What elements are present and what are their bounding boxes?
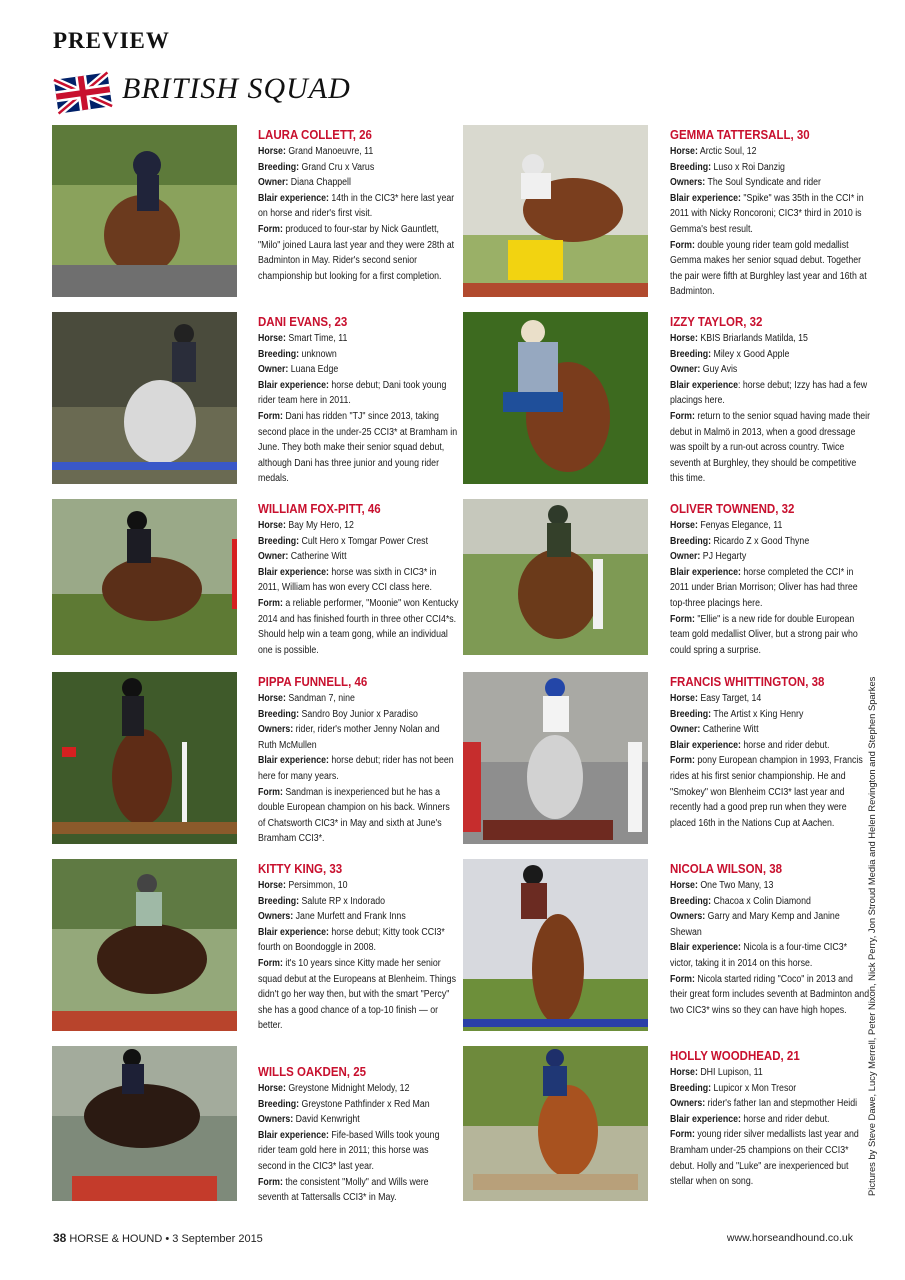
rider-photo-wills-oakden: [52, 1046, 237, 1201]
rider-name: PIPPA FUNNELL, 46: [258, 675, 368, 689]
rider-name: WILLIAM FOX-PITT, 46: [258, 502, 381, 516]
rider-name: WILLS OAKDEN, 25: [258, 1065, 366, 1079]
rider-photo-holly-woodhead: [463, 1046, 648, 1201]
rider-name: NICOLA WILSON, 38: [670, 862, 783, 876]
rider-details: Horse: Sandman 7, nine Breeding: Sandro Boy Junior x Paradiso Owners: rider, rider's mother Jenny Nolan and Ruth McMullen Blair experience: horse debut; rider has not been here for many years. Form: Sandman is inexperienced but he has a double European champion on his back. Winners of Chatsworth CIC3* in May and sixth at June's Bramham CCI3*.: [258, 693, 454, 845]
rider-bio: [670, 501, 870, 658]
rider-details: Horse: One Two Many, 13 Breeding: Chacoa x Colin Diamond Owners: Garry and Mary Kemp and Janine Shewan Blair experience: Nicola is a four-time CIC3* victor, taking it in 2014 on this horse. Form: Nicola started riding "Coco" in 2013 and their great form includes seventh at Badminton and two CIC3* wins so they can have high hopes.: [670, 880, 870, 1016]
rider-photo-pippa-funnell: [52, 672, 237, 844]
page-folio: [53, 1231, 263, 1245]
rider-photo-izzy-taylor: [463, 312, 648, 484]
page-number: 38: [53, 1231, 67, 1245]
rider-name: HOLLY WOODHEAD, 21: [670, 1049, 800, 1063]
rider-details: Horse: Grand Manoeuvre, 11 Breeding: Grand Cru x Varus Owner: Diana Chappell Blair experience: 14th in the CIC3* here last year on horse and rider's first visit. Form: produced to four-star by Nick Gauntlett, "Milo" joined Laura last year and they were 28th at Badminton in May. Rider's second senior championship but looking for a first completion.: [258, 146, 455, 282]
rider-name: FRANCIS WHITTINGTON, 38: [670, 675, 825, 689]
rider-name: GEMMA TATTERSALL, 30: [670, 128, 810, 142]
rider-details: Horse: Bay My Hero, 12 Breeding: Cult Hero x Tomgar Power Crest Owner: Catherine Witt Blair experience: horse was sixth in CIC3* in 2011, William has won every CCI class here. Form: a reliable performer, "Moonie" won Kentucky 2014 and has finished fourth in three other CCI4*s. Should help win a team gong, while an individual one is possible.: [258, 520, 459, 656]
photo-credit: Pictures by Steve Dawe, Lucy Merrell, Peter Nixon, Nick Perry, Jon Stroud Media and Helen Revington and Stephen Sparkes: [866, 676, 877, 1196]
union-jack-icon: [52, 70, 114, 116]
rider-details: Horse: Arctic Soul, 12 Breeding: Luso x Roi Danzig Owners: The Soul Syndicate and rider Blair experience: "Spike" was 35th in the CCI* in 2011 with Nicky Roncoroni; CIC3* third in 2010 is Gemma's best result. Form: double young rider team gold medallist Gemma makes her senior squad debut. Together the pair were fifth at Burghley last year and 16th at Badminton.: [670, 146, 867, 298]
rider-name: DANI EVANS, 23: [258, 315, 348, 329]
rider-photo-oliver-townend: [463, 499, 648, 655]
rider-photo-francis-whittington: [463, 672, 648, 844]
rider-photo-laura-collett: [52, 125, 237, 297]
rider-details: Horse: Fenyas Elegance, 11 Breeding: Ricardo Z x Good Thyne Owner: PJ Hegarty Blair experience: horse completed the CCI* in 2011 under Brian Morrison; Oliver has had three top-three placings here. Form: "Ellie" is a new ride for double European team gold medallist Oliver, but a strong pair who could spring a surprise.: [670, 520, 858, 656]
rider-bio: [258, 861, 458, 1034]
rider-name: KITTY KING, 33: [258, 862, 343, 876]
rider-bio: [258, 127, 458, 284]
rider-details: Horse: Smart Time, 11 Breeding: unknown Owner: Luana Edge Blair experience: horse debut; Dani took young rider team here in 2011. Form: Dani has ridden "TJ" since 2013, taking second place in the under-25 CCI3* at Bramham in June. They both make their senior squad debut, although Dani has three junior and young rider medals.: [258, 333, 458, 485]
issue-date: • 3 September 2015: [162, 1233, 263, 1245]
rider-photo-gemma-tattersall: [463, 125, 648, 297]
rider-name: IZZY TAYLOR, 32: [670, 315, 763, 329]
rider-details: Horse: Persimmon, 10 Breeding: Salute RP x Indorado Owners: Jane Murfett and Frank Inns Blair experience: horse debut; Kitty took CCI3* fourth on Boondoggle in 2008. Form: it's 10 years since Kitty made her senior squad debut at the Europeans at Blenheim. Things didn't go her way then, but with the smart "Percy" she has a good chance of a top-10 finish — or better.: [258, 880, 456, 1032]
rider-bio: [258, 1064, 458, 1206]
rider-details: Horse: DHI Lupison, 11 Breeding: Lupicor x Mon Tresor Owners: rider's father Ian and stepmother Heidi Blair experience: horse and rider debut. Form: young rider silver medallists last year and Bramham under-25 champions on their CCI3* debut. Holly and "Luke" are inexperienced but stellar when on song.: [670, 1067, 859, 1188]
rider-details: Horse: KBIS Briarlands Matilda, 15 Breeding: Miley x Good Apple Owner: Guy Avis Blair experience: horse debut; Izzy has had a few placings here. Form: return to the senior squad having made their debut in Malmö in 2013, when a good dressage was spoilt by a run-out across country. Twice seventh at Burghley, they should be competitive this time.: [670, 333, 871, 485]
rider-bio: [258, 501, 458, 658]
rider-photo-dani-evans: [52, 312, 237, 484]
rider-details: Horse: Easy Target, 14 Breeding: The Artist x King Henry Owner: Catherine Witt Blair experience: horse and rider debut. Form: pony European champion in 1993, Francis rides at his first senior championship. He and "Smokey" won Blenheim CCI3* last year and recently had a good prep run when they were placed 16th in the Nations Cup at Aachen.: [670, 693, 863, 829]
rider-photo-nicola-wilson: [463, 859, 648, 1031]
rider-photo-kitty-king: [52, 859, 237, 1031]
rider-bio: [670, 674, 870, 831]
rider-bio: [670, 861, 870, 1018]
rider-bio: [670, 1048, 870, 1190]
publication-name: HORSE & HOUND: [66, 1233, 163, 1245]
website-link[interactable]: www.horseandhound.co.uk: [726, 1232, 853, 1244]
rider-bio: [258, 314, 458, 487]
rider-name: LAURA COLLETT, 26: [258, 128, 372, 142]
rider-details: Horse: Greystone Midnight Melody, 12 Breeding: Greystone Pathfinder x Red Man Owners: David Kenwright Blair experience: Fife-based Wills took young rider team gold here in 2011; this horse was second in the CIC3* last year. Form: the consistent "Molly" and Wills were seventh at Tattersalls CCI3* in May.: [258, 1083, 440, 1204]
rider-bio: [670, 314, 870, 487]
rider-bio: [670, 127, 870, 300]
section-label: PREVIEW: [53, 28, 170, 53]
rider-bio: [258, 674, 458, 847]
rider-photo-william-fox-pitt: [52, 499, 237, 655]
rider-name: OLIVER TOWNEND, 32: [670, 502, 795, 516]
squad-title: BRITISH SQUAD: [122, 72, 351, 105]
